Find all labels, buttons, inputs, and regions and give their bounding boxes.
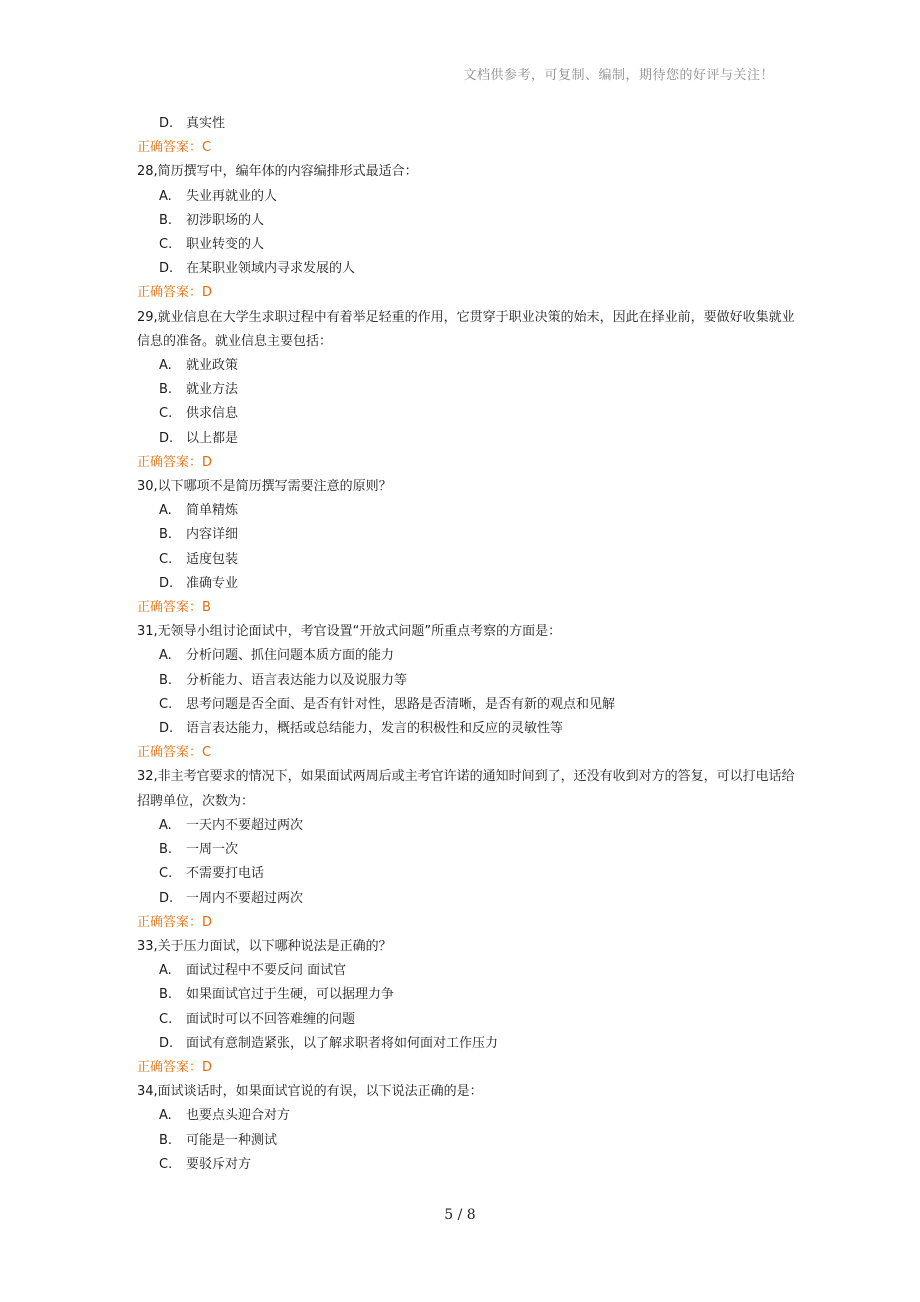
option-text: 语言表达能力，概括或总结能力，发言的积极性和反应的灵敏性等 bbox=[186, 721, 564, 737]
option-text: 面试有意制造紧张，以了解求职者将如何面对工作压力 bbox=[186, 1035, 499, 1051]
option-line bbox=[137, 209, 797, 233]
option-text: 如果面试官过于生硬，可以据理力争 bbox=[186, 987, 395, 1003]
option-text: 可能是一种测试 bbox=[186, 1132, 278, 1148]
option-letter: C. bbox=[159, 406, 173, 422]
option-line bbox=[137, 644, 797, 668]
option-line bbox=[137, 887, 797, 911]
option-text: 要驳斥对方 bbox=[186, 1156, 252, 1172]
option-letter: A. bbox=[159, 963, 172, 979]
question-text: 34,面试谈话时，如果面试官说的有误，以下说法正确的是： bbox=[137, 1084, 483, 1100]
question-text: 31,无领导小组讨论面试中，考官设置“开放式问题”所重点考察的方面是： bbox=[137, 624, 562, 640]
correct-answer: 正确答案：C bbox=[137, 140, 212, 156]
option-line bbox=[137, 112, 797, 136]
correct-answer: 正确答案：D bbox=[137, 285, 213, 301]
option-letter: A. bbox=[159, 503, 172, 519]
question-text: 29,就业信息在大学生求职过程中有着举足轻重的作用，它贯穿于职业决策的始末，因此在择业前，要做好收集就业信息的准备。就业信息主要包括： bbox=[137, 309, 795, 349]
option-line bbox=[137, 185, 797, 209]
option-letter: C. bbox=[159, 237, 173, 253]
option-line bbox=[137, 402, 797, 426]
option-text: 就业方法 bbox=[186, 382, 239, 398]
correct-answer: 正确答案：D bbox=[137, 1059, 213, 1075]
option-letter: D. bbox=[159, 721, 174, 737]
option-text: 不需要打电话 bbox=[186, 866, 265, 882]
question-text: 33,关于压力面试，以下哪种说法是正确的？ bbox=[137, 938, 392, 954]
question-text: 28,简历撰写中，编年体的内容编排形式最适合： bbox=[137, 164, 418, 180]
option-text: 准确专业 bbox=[186, 575, 239, 591]
option-line bbox=[137, 669, 797, 693]
option-text: 分析能力、语言表达能力以及说服力等 bbox=[186, 672, 408, 688]
option-letter: D. bbox=[159, 116, 174, 131]
option-text: 以上都是 bbox=[186, 430, 239, 446]
option-letter: A. bbox=[159, 358, 172, 374]
option-letter: B. bbox=[159, 842, 173, 858]
option-text: 简单精炼 bbox=[186, 503, 239, 519]
option-line bbox=[137, 1008, 797, 1032]
option-line bbox=[137, 548, 797, 572]
option-text: 思考问题是否全面、是否有针对性，思路是否清晰，是否有新的观点和见解 bbox=[186, 696, 616, 712]
option-letter: C. bbox=[159, 1011, 173, 1027]
correct-answer: 正确答案：C bbox=[137, 745, 212, 761]
page-number: 5 / 8 bbox=[444, 1207, 476, 1223]
option-text: 一周一次 bbox=[186, 842, 239, 858]
option-text: 就业政策 bbox=[186, 358, 239, 374]
option-letter: B. bbox=[159, 987, 173, 1003]
option-line bbox=[137, 233, 797, 257]
option-text: 一天内不要超过两次 bbox=[186, 817, 304, 833]
option-line bbox=[137, 838, 797, 862]
option-letter: C. bbox=[159, 1156, 173, 1172]
option-line bbox=[137, 427, 797, 451]
option-line bbox=[137, 862, 797, 886]
option-text: 面试时可以不回答难缠的问题 bbox=[186, 1011, 356, 1027]
option-text: 也要点头迎合对方 bbox=[186, 1108, 291, 1124]
option-text: 面试过程中不要反问 面试官 bbox=[186, 963, 347, 979]
option-letter: B. bbox=[159, 527, 173, 543]
option-letter: C. bbox=[159, 866, 173, 882]
option-letter: A. bbox=[159, 1108, 172, 1124]
option-line bbox=[137, 378, 797, 402]
option-line bbox=[137, 717, 797, 741]
option-line bbox=[137, 499, 797, 523]
option-letter: D. bbox=[159, 890, 174, 906]
option-text: 初涉职场的人 bbox=[186, 212, 265, 228]
option-line bbox=[137, 1032, 797, 1056]
correct-answer: 正确答案：D bbox=[137, 454, 213, 470]
option-letter: B. bbox=[159, 672, 173, 688]
option-line bbox=[137, 959, 797, 983]
option-text: 分析问题、抓住问题本质方面的能力 bbox=[186, 648, 395, 664]
quiz-content bbox=[137, 112, 797, 1177]
option-line bbox=[137, 572, 797, 596]
correct-answer: 正确答案：D bbox=[137, 914, 213, 930]
option-letter: B. bbox=[159, 1132, 173, 1148]
option-text: 职业转变的人 bbox=[186, 237, 265, 253]
option-letter: C. bbox=[159, 696, 173, 712]
option-text: 真实性 bbox=[186, 116, 226, 131]
option-line bbox=[137, 693, 797, 717]
option-text: 一周内不要超过两次 bbox=[186, 890, 304, 906]
option-text: 供求信息 bbox=[186, 406, 239, 422]
option-letter: D. bbox=[159, 575, 174, 591]
option-letter: D. bbox=[159, 1035, 174, 1051]
option-line bbox=[137, 1153, 797, 1177]
option-text: 在某职业领域内寻求发展的人 bbox=[186, 261, 356, 277]
option-text: 失业再就业的人 bbox=[186, 188, 278, 204]
option-letter: B. bbox=[159, 212, 173, 228]
option-letter: A. bbox=[159, 817, 172, 833]
option-line bbox=[137, 1129, 797, 1153]
option-letter: A. bbox=[159, 188, 172, 204]
option-line bbox=[137, 523, 797, 547]
option-letter: D. bbox=[159, 430, 174, 446]
option-letter: B. bbox=[159, 382, 173, 398]
option-text: 内容详细 bbox=[186, 527, 239, 543]
option-line bbox=[137, 983, 797, 1007]
option-line bbox=[137, 257, 797, 281]
option-line bbox=[137, 1104, 797, 1128]
question-text: 30,以下哪项不是简历撰写需要注意的原则？ bbox=[137, 479, 392, 495]
option-letter: C. bbox=[159, 551, 173, 567]
option-line bbox=[137, 354, 797, 378]
header-note: 文档供参考，可复制、编制，期待您的好评与关注！ bbox=[463, 68, 774, 83]
option-letter: A. bbox=[159, 648, 172, 664]
option-letter: D. bbox=[159, 261, 174, 277]
correct-answer: 正确答案：B bbox=[137, 600, 211, 616]
option-text: 适度包装 bbox=[186, 551, 239, 567]
option-line bbox=[137, 814, 797, 838]
question-text: 32,非主考官要求的情况下，如果面试两周后或主考官许诺的通知时间到了，还没有收到对方的答复，可以打电话给招聘单位，次数为： bbox=[137, 769, 795, 809]
